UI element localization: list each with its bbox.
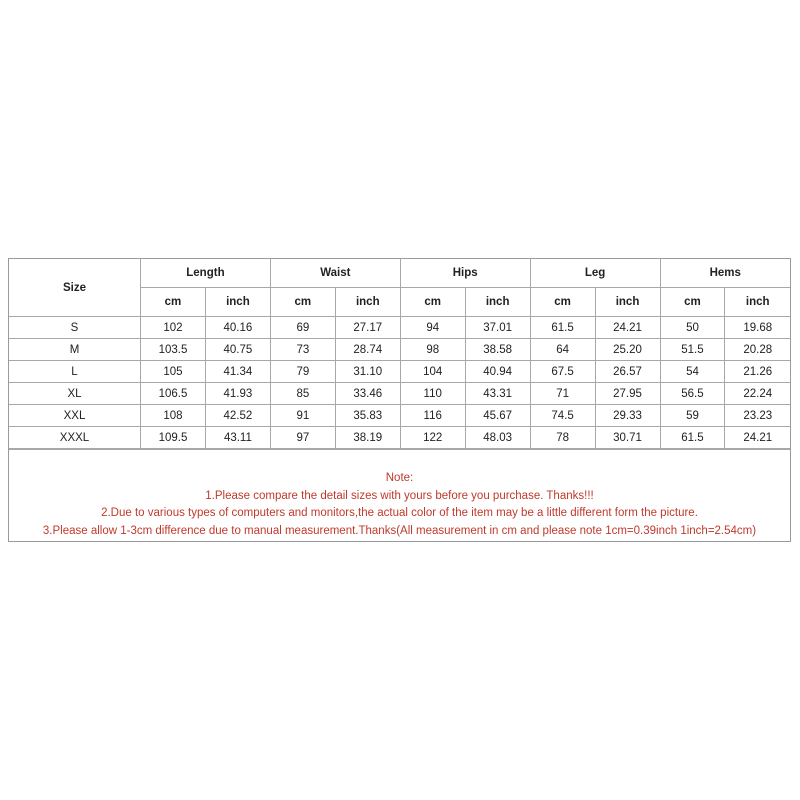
unit-header: cm [141,288,206,317]
note-line-1: 1.Please compare the detail sizes with yours before you purchase. Thanks!!! [205,489,594,502]
measurement-cell: 41.34 [205,361,270,383]
size-table-body [9,317,790,449]
group-header-leg: Leg [530,259,660,288]
measurement-cell: 64 [530,339,595,361]
unit-header: inch [595,288,660,317]
measurement-cell: 45.67 [465,405,530,427]
table-row [9,383,790,405]
size-label: XXXL [9,427,141,449]
measurement-cell: 26.57 [595,361,660,383]
unit-header: inch [465,288,530,317]
measurement-cell: 104 [400,361,465,383]
measurement-cell: 48.03 [465,427,530,449]
measurement-cell: 122 [400,427,465,449]
measurement-cell: 24.21 [725,427,790,449]
measurement-cell: 106.5 [141,383,206,405]
measurement-cell: 24.21 [595,317,660,339]
group-header-waist: Waist [270,259,400,288]
note-title: Note: [385,472,414,484]
measurement-cell: 31.10 [335,361,400,383]
measurement-cell: 40.16 [205,317,270,339]
measurement-cell: 41.93 [205,383,270,405]
group-header-length: Length [141,259,271,288]
measurement-cell: 98 [400,339,465,361]
size-label: XXL [9,405,141,427]
measurement-cell: 25.20 [595,339,660,361]
measurement-cell: 85 [270,383,335,405]
unit-header: cm [270,288,335,317]
measurement-cell: 105 [141,361,206,383]
unit-header: inch [335,288,400,317]
note-section [9,449,790,540]
measurement-cell: 67.5 [530,361,595,383]
unit-header: inch [205,288,270,317]
measurement-cell: 27.17 [335,317,400,339]
measurement-cell: 35.83 [335,405,400,427]
measurement-cell: 71 [530,383,595,405]
measurement-cell: 54 [660,361,725,383]
measurement-cell: 61.5 [530,317,595,339]
size-label: S [9,317,141,339]
measurement-cell: 74.5 [530,405,595,427]
measurement-cell: 33.46 [335,383,400,405]
measurement-cell: 102 [141,317,206,339]
measurement-cell: 97 [270,427,335,449]
measurement-cell: 69 [270,317,335,339]
measurement-cell: 21.26 [725,361,790,383]
measurement-cell: 61.5 [660,427,725,449]
unit-header: inch [725,288,790,317]
measurement-cell: 78 [530,427,595,449]
measurement-cell: 29.33 [595,405,660,427]
group-header-hems: Hems [660,259,790,288]
measurement-cell: 20.28 [725,339,790,361]
measurement-cell: 103.5 [141,339,206,361]
measurement-cell: 27.95 [595,383,660,405]
note-line-2: 2.Due to various types of computers and monitors,the actual color of the item may be a little different form the picture. [101,507,698,519]
table-row [9,427,790,449]
table-row [9,339,790,361]
size-column-header: Size [9,259,141,317]
size-label: XL [9,383,141,405]
size-chart [8,258,791,542]
measurement-cell: 116 [400,405,465,427]
measurement-cell: 37.01 [465,317,530,339]
measurement-cell: 110 [400,383,465,405]
measurement-cell: 43.11 [205,427,270,449]
measurement-cell: 40.75 [205,339,270,361]
measurement-cell: 19.68 [725,317,790,339]
measurement-cell: 22.24 [725,383,790,405]
measurement-cell: 79 [270,361,335,383]
measurement-cell: 109.5 [141,427,206,449]
unit-header: cm [400,288,465,317]
measurement-cell: 42.52 [205,405,270,427]
measurement-cell: 23.23 [725,405,790,427]
table-row [9,361,790,383]
size-label: L [9,361,141,383]
measurement-cell: 38.58 [465,339,530,361]
measurement-cell: 94 [400,317,465,339]
measurement-cell: 108 [141,405,206,427]
table-row [9,405,790,427]
unit-header: cm [660,288,725,317]
measurement-cell: 73 [270,339,335,361]
measurement-cell: 40.94 [465,361,530,383]
measurement-cell: 38.19 [335,427,400,449]
unit-header: cm [530,288,595,317]
measurement-cell: 30.71 [595,427,660,449]
measurement-cell: 91 [270,405,335,427]
table-header-row [9,259,790,288]
size-table [9,259,790,449]
measurement-cell: 43.31 [465,383,530,405]
measurement-cell: 50 [660,317,725,339]
size-label: M [9,339,141,361]
measurement-cell: 28.74 [335,339,400,361]
table-row [9,317,790,339]
measurement-cell: 59 [660,405,725,427]
group-header-hips: Hips [400,259,530,288]
measurement-cell: 56.5 [660,383,725,405]
note-line-3: 3.Please allow 1-3cm difference due to manual measurement.Thanks(All measurement in cm and please note 1cm=0.39inch 1inch=2.54cm) [42,524,757,537]
measurement-cell: 51.5 [660,339,725,361]
